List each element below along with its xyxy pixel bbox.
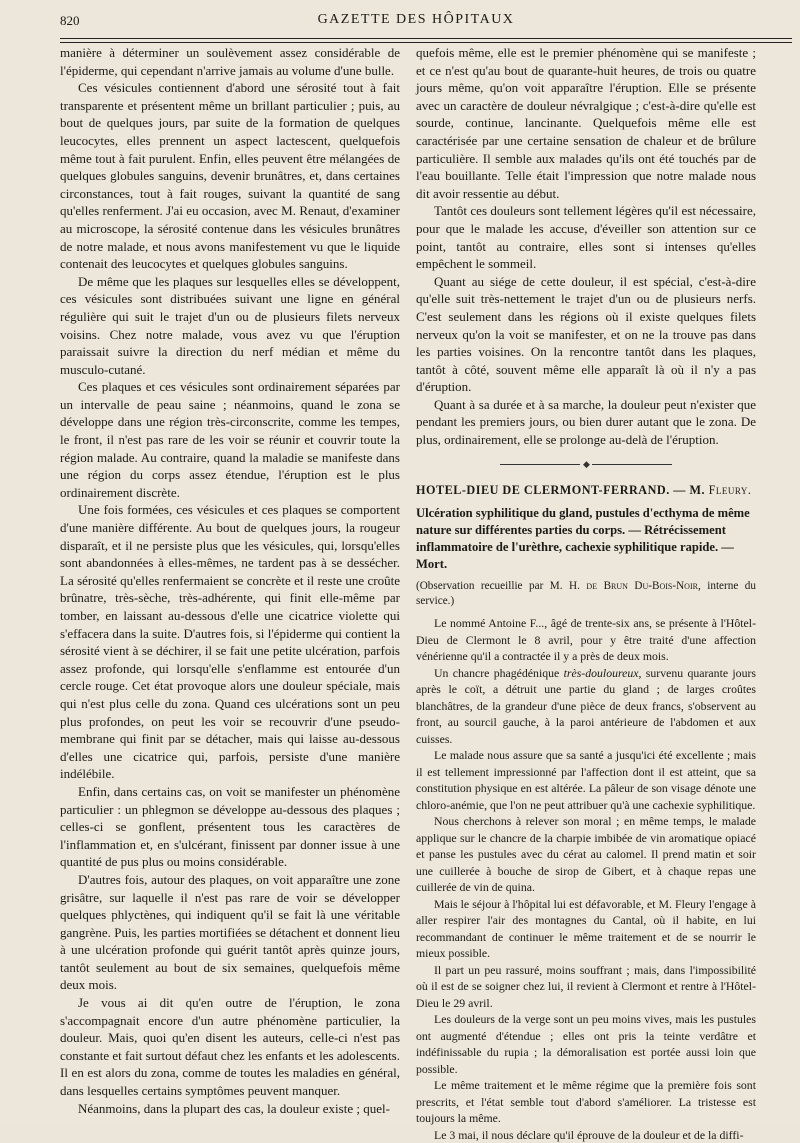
text-run: Un chancre phagédénique: [434, 665, 564, 680]
separator-line: [500, 464, 580, 465]
case-title: Ulcération syphilitique du gland, pustules d'ecthyma de même nature sur différentes parties du corps. — Rétrécissement inflammatoire de l'urèthre, cachexie syphilitique rapide. — Mort.: [416, 506, 750, 572]
paragraph: Quant au siége de cette douleur, il est spécial, c'est-à-dire qu'elle suit très-nettement le trajet d'un ou de plusieurs nerfs. C'est seulement dans les régions où il existe quelques filets nerveux qu'on la voit se manifester, et on ne la trouve pas dans les parties voisines. On la rencontre tantôt dans les plaques, tantôt à côté, souvent même elle apparaît là où il n'y a pas d'éruption.: [416, 273, 756, 395]
paragraph: manière à déterminer un soulèvement assez considérable de l'épiderme, qui cependant n'arrive jamais au volume d'une bulle.: [60, 45, 400, 78]
paragraph: Ces vésicules contiennent d'abord une sérosité tout à fait transparente et présentent même un brillant particulier ; puis, au bout de quelques jours, par suite de la formation de quelques leucocytes, elles prennent un aspect lactescent, quelquefois même tout à fait purulent. Enfin, elles peuvent être mélangées de quelques globules sanguins, devenir brunâtres, et, dans certaines circonstances, tout à fait rouges, suivant la quantité de sang qu'elles renferment. J'ai eu occasion, avec M. Renaut, d'examiner au microscope, la sérosité contenue dans les vésicules brunâtres de notre malade, et nous avons manifestement vu que le liquide contenait des leucocytes et quelques globules sanguins.: [60, 80, 400, 272]
section-separator: [416, 456, 756, 474]
header-rule-thin: [60, 42, 792, 43]
paragraph: Le 3 mai, il nous déclare qu'il éprouve de la douleur et de la diffi-: [434, 1127, 744, 1142]
paragraph: Les douleurs de la verge sont un peu moins vives, mais les pustules ont augmenté d'étendue ; elles ont pris la teinte verdâtre et indéfinissable du rupia ; la démoralisation est portée aussi loin que possible.: [416, 1012, 756, 1076]
paragraph: Le nommé Antoine F..., âgé de trente-six ans, se présente à l'Hôtel-Dieu de Clermont le 8 avril, pour y être traité d'une affection vénérienne qu'il a contractée il y a près de deux mois.: [416, 616, 756, 664]
paragraph: Quant à sa durée et à sa marche, la douleur peut n'exister que pendant les premiers jours, ou bien durer autant que le zona. De plus, ordinairement, elle se prolonge au-delà de l'éruption.: [416, 396, 756, 448]
paragraph: Tantôt ces douleurs sont tellement légères qu'il est nécessaire, pour que le malade les accuse, d'éveiller son attention sur ce point, tantôt au contraire, elles sont si intenses qu'elles empêchent le sommeil.: [416, 203, 756, 272]
paragraph: De même que les plaques sur lesquelles elles se développent, ces vésicules sont distribuées suivant une ligne en général régulière qui suit le trajet d'un ou de plusieurs filets nerveux voisins. Chez notre malade, vous avez vu que l'éruption paraissait suivre la direction du nerf médian et même du musculo-cutané.: [60, 273, 400, 377]
observation-suffix: , interne du service.): [416, 580, 756, 608]
paragraph: Ces plaques et ces vésicules sont ordinairement séparées par un intervalle de peau saine ; néanmoins, quand le zona se développe dans une région très-circonscrite, comme les tempes, le front, il n'est pas rare de les voir se réunir et couvrir toute la région malade. Au contraire, quand la maladie se manifeste dans une région du corps assez étendue, l'éruption est le plus ordinairement discrète.: [60, 379, 400, 500]
running-title: GAZETTE DES HÔPITAUX: [317, 12, 515, 27]
paragraph: Une fois formées, ces vésicules et ces plaques se comportent d'une manière différente. Au bout de quelques jours, la rougeur disparaît, et il ne persiste plus que les vésicules, qui, lorsqu'elles sont abandonnées à elles-mêmes, ne tardent pas à se dessécher. La sérosité qu'elles renfermaient se concrète et il reste une croûte brûnatre, très-sèche, très-adhérente, qui finit elle-même par tomber, en laissant au-dessous d'elle une cicatrice violette qui s'effacera dans la suite. D'autres fois, si l'épiderme qui contient la sérosité vient à se déchirer, il se fait une petite ulcération, parfois assez profonde, qui lorsqu'elle s'enflamme est entourée d'un cercle rouge. Cet état provoque alors une douleur spéciale, mais qui n'est plus celle du zona. Quand ces ulcérations sont un peu plus profondes, on peut les voir se recouvrir d'une pseudo-membrane qui finit par se détacher, mais qui laisse au-dessous d'elles une cicatrice qui, parfois, persiste d'une manière indélébile.: [60, 502, 400, 782]
paragraph: D'autres fois, autour des plaques, on voit apparaître une zone grisâtre, sur laquelle il n'est pas rare de voir se développer quelques phlyctènes, qui indiquent qu'il se fait là une véritable gangrène. Puis, les parties mortifiées se détachent et donnent lieu à une ulcération profonde qui guérit tantôt après quinze jours, tantôt seulement au bout de six semaines, quelquefois même deux mois.: [60, 871, 400, 993]
page-number: 820: [60, 13, 80, 28]
hospital-name: HOTEL-DIEU DE CLERMONT-FERRAND. — M.: [416, 482, 709, 497]
paragraph: Il part un peu rassuré, moins souffrant ; mais, dans l'impossibilité où il est de se soigner chez lui, il revient à Clermont et rentre à l'Hôtel-Dieu le 29 avril.: [416, 962, 756, 1010]
page-header: [40, 8, 792, 36]
observation-prefix: (Observation recueillie par M. H.: [416, 580, 587, 593]
paragraph: Néanmoins, dans la plupart des cas, la douleur existe ; quel-: [78, 1100, 390, 1116]
paragraph: Je vous ai dit qu'en outre de l'éruption, le zona s'accompagnait encore d'un autre phénomène particulier, la douleur. Mais, quoi qu'en disent les auteurs, celle-ci n'est pas constante et fait surtout défaut chez les enfants et les adolescents. Il en est alors du zona, comme de toutes les maladies en général, dans lesquelles certains symptômes peuvent manquer.: [60, 995, 400, 1099]
paragraph: Enfin, dans certains cas, on voit se manifester un phénomène particulier : un phlegmon se développe au-dessous des plaques ; celles-ci se gonflent, présentent tous les caractères de l'inflammation et, en s'ulcérant, finissent par donner issue à une quantité de pus plus ou moins considérable.: [60, 783, 400, 870]
paragraph: quefois même, elle est le premier phénomène qui se manifeste ; et ce n'est qu'au bout de quarante-huit heures, de trois ou quatre jours même, qu'on voit apparaître l'éruption. Elle se présente avec un caractère de douleur névralgique ; c'est-à-dire qu'elle est sourde, continue, lancinante. Quelquefois même elle est caractérisée par une certaine sensation de chaleur et de brûlure particulière. Il semble aux malades qu'ils ont été touchés par de l'eau bouillante. Telle était l'impression que notre malade nous dit avoir ressentie au début.: [416, 45, 756, 201]
paragraph: Le même traitement et le même régime que la première fois sont prescrits, et l'état semble tout d'abord s'améliorer. La tristesse est toujours la même.: [416, 1078, 756, 1126]
paragraph: Nous cherchons à relever son moral ; en même temps, le malade applique sur le chancre de la charpie imbibée de vin aromatique opiacé et panse les pustules avec du cérat au calomel. Il prend matin et soir une cuillerée à bouche de sirop de Gibert, et à chaque repas une cuillerée de vin de quina.: [416, 814, 756, 895]
left-column: [60, 44, 400, 1117]
observation-note: [416, 579, 756, 609]
separator-line: [592, 464, 672, 465]
text-run: , survenu quarante jours après le coït, a détruit une partie du gland ; de larges croûtes blanchâtres, de la grandeur d'une pièce de deux francs, s'observent au front, au sourcil gauche, à la paroi antérieure de l'abdomen et aux cuisses.: [416, 665, 756, 746]
paragraph: Mais le séjour à l'hôpital lui est défavorable, et M. Fleury l'engage à aller respirer l'air des montagnes du Cantal, où il habite, en lui recommandant de continuer le même traitement et de se nourrir le mieux possible.: [416, 896, 756, 961]
paragraph: [416, 665, 756, 748]
observation-author: de Brun Du-Bois-Noir: [586, 580, 698, 593]
hospital-author: Fleury.: [708, 482, 752, 497]
paragraph: Le malade nous assure que sa santé a jusqu'ici été excellente ; mais il est tellement impressionné par l'affection dont il est atteint, que sa constitution physique en est altérée. La pâleur de son visage dénote une chloro-anémie, que l'on ne peut attribuer qu'à une cachexie syphilitique.: [416, 748, 756, 812]
header-rule-thick: [60, 38, 792, 39]
italic-term: très-douloureux: [563, 665, 639, 680]
hospital-heading: [416, 482, 756, 500]
right-column: [416, 44, 756, 1143]
diamond-ornament-icon: ◆: [583, 459, 589, 470]
